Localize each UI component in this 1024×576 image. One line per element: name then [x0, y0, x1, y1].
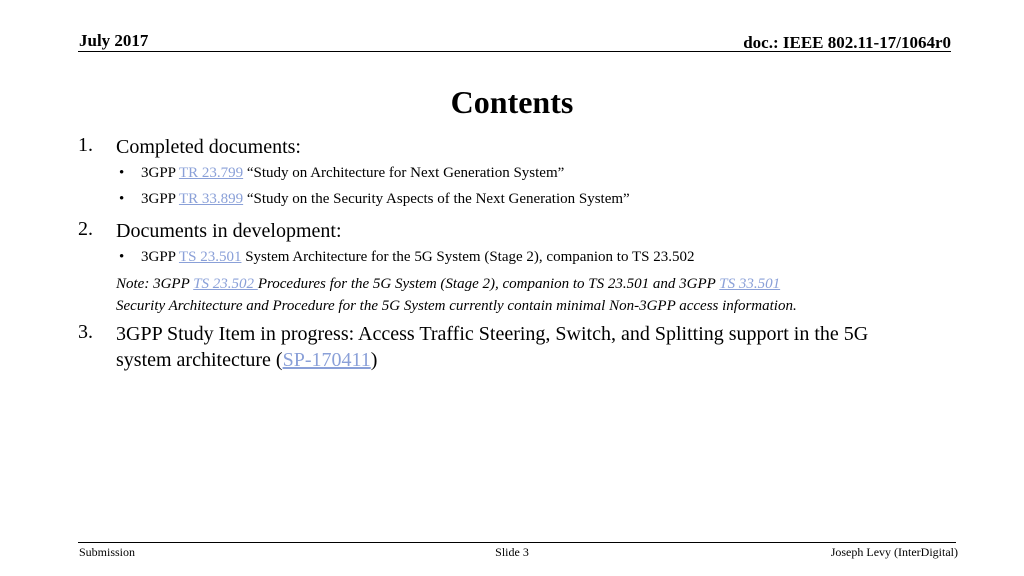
item-1-bullet-1: 3GPP TR 23.799 “Study on Architecture for Next Generation System”	[141, 165, 565, 181]
tr-33-899-link[interactable]: TR 33.899	[178, 191, 244, 207]
header-doc-id: doc.: IEEE 802.11-17/1064r0	[743, 33, 951, 52]
header-divider	[78, 51, 951, 52]
tr-23-799-link[interactable]: TR 23.799	[178, 165, 244, 181]
bullet-marker: •	[119, 249, 125, 265]
header-date: July 2017	[79, 31, 149, 50]
ts-23-502-link[interactable]: TS 23.502	[193, 276, 258, 292]
item-1-number: 1.	[78, 134, 93, 156]
item-1-bullet-2: 3GPP TR 33.899 “Study on the Security Aspects of the Next Generation System”	[141, 191, 630, 207]
item-3-text: 3GPP Study Item in progress: Access Traffic Steering, Switch, and Splitting support in the 5G system architecture (SP-170411)	[116, 323, 869, 371]
footer-divider	[78, 542, 956, 543]
bullet-marker: •	[119, 191, 125, 207]
item-2-note: Note: 3GPP TS 23.502 Procedures for the 5G System (Stage 2), companion to TS 23.501 and 3GPP TS 33.501 Security Architecture and Procedure for the 5G System currently contain minimal Non-3GPP access information.	[116, 276, 797, 314]
item-2-bullet-1: 3GPP TS 23.501 System Architecture for the 5G System (Stage 2), companion to TS 23.502	[141, 249, 695, 265]
page-title: Contents	[450, 84, 574, 120]
item-1-text: Completed documents:	[116, 136, 301, 158]
item-3-number: 3.	[78, 321, 93, 343]
footer-submission: Submission	[79, 545, 136, 559]
ts-23-501-link[interactable]: TS 23.501	[178, 249, 242, 265]
ts-33-501-link[interactable]: TS 33.501	[719, 276, 781, 292]
sp-170411-link[interactable]: SP-170411	[282, 349, 371, 371]
footer-author: Joseph Levy (InterDigital)	[830, 545, 958, 559]
bullet-marker: •	[119, 165, 125, 181]
footer-slide-number: Slide 3	[495, 545, 529, 559]
item-2-number: 2.	[78, 218, 93, 240]
item-2-text: Documents in development:	[116, 220, 342, 242]
